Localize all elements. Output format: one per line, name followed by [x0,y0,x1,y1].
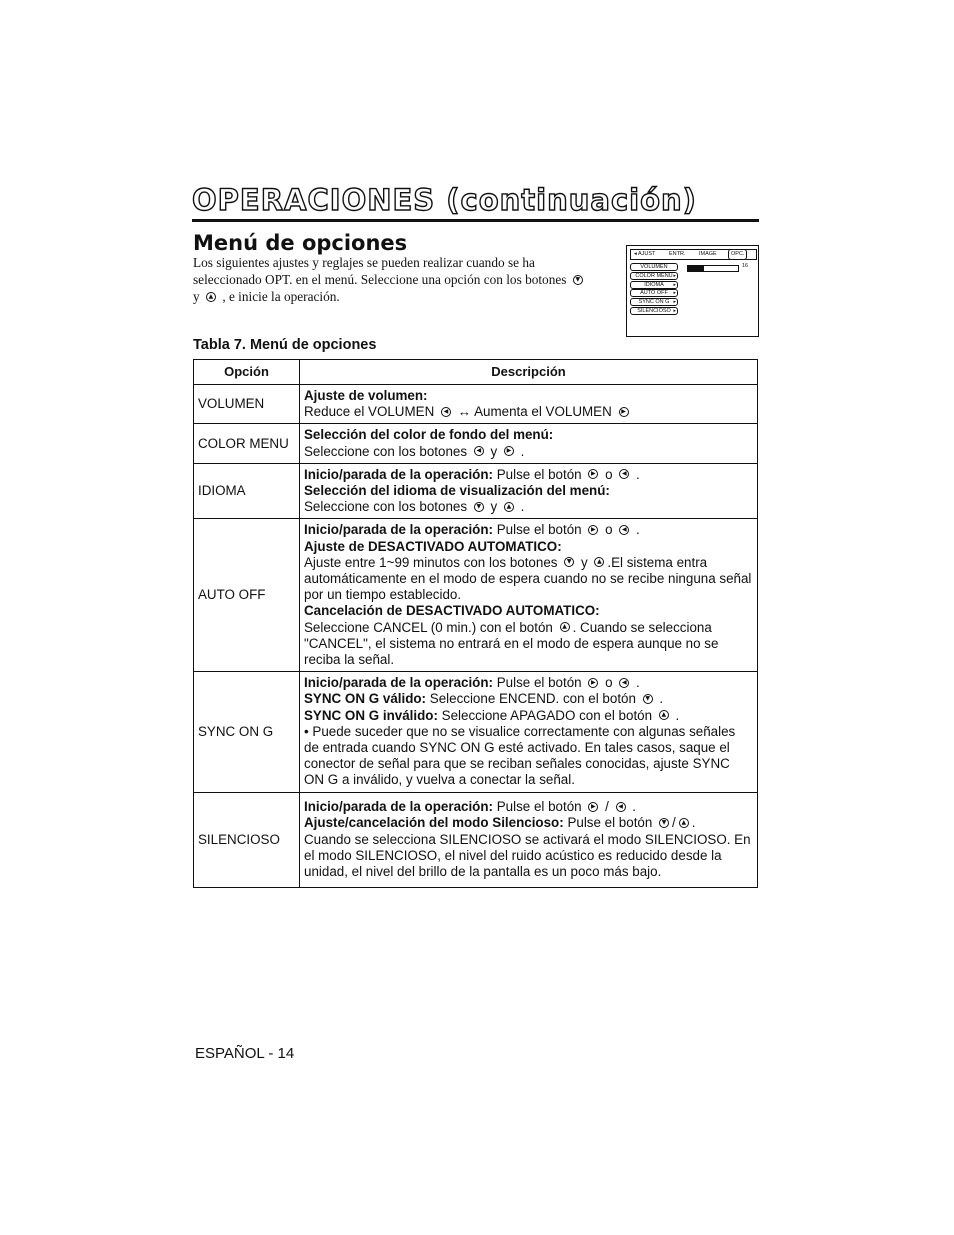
table-header-row [194,360,758,385]
osd-tab-entr: ENTR. [669,251,686,257]
arrow-right-icon: ▸ [673,290,676,297]
osd-tab-image: IMAGE [699,251,717,257]
option-cell: AUTO OFF [194,519,300,672]
button-right-icon: ▶ [619,407,629,417]
osd-item-list [630,263,678,316]
table-row [194,385,758,424]
osd-tab-bar [630,249,757,260]
osd-item-silencioso: SILENCIOSO ▸ [630,307,678,315]
column-header-description: Descripción [300,360,758,385]
arrow-right-icon: ▸ [673,281,676,288]
title-rule [192,219,759,222]
osd-item-idioma: IDIOMA ▸ [630,281,678,289]
description-cell: Selección del color de fondo del menú: Seleccione con los botones ◀ y ▶ . [300,424,758,463]
intro-paragraph [193,255,613,305]
table-caption: Tabla 7. Menú de opciones [193,337,377,353]
button-up-icon: ▲ [594,557,604,567]
osd-volume-bar [687,265,739,272]
option-cell: VOLUMEN [194,385,300,424]
osd-item-volumen: VOLUMEN [630,263,678,271]
button-down-icon: ▼ [659,818,669,828]
button-down-icon: ▼ [573,275,583,285]
osd-item-sync-on-g: SYNC ON G ▸ [630,298,678,306]
table-row [194,792,758,887]
button-up-icon: ▲ [206,292,216,302]
options-table [193,359,758,888]
osd-tab-opc: OPC. [728,249,747,260]
button-right-icon: ▶ [588,802,598,812]
arrow-right-icon: ▸ [673,299,676,306]
description-cell: Inicio/parada de la operación: Pulse el botón ▶ / ◀ . Ajuste/cancelación del modo Silencioso: Pulse el botón ▼ / ▲ . Cuando se selecciona SILENCIOSO se activará el modo SILENCIOSO. En el modo SILENCIOSO, el nivel del ruido acústico es reducido desde la unidad, el nivel del brillo de la pantalla es un poco más bajo. [300,792,758,887]
button-left-icon: ◀ [619,469,629,479]
button-left-icon: ◀ [441,407,451,417]
description-cell: Inicio/parada de la operación: Pulse el botón ▶ o ◀ . Ajuste de DESACTIVADO AUTOMATICO: Ajuste entre 1~99 minutos con los botones ▼ y ▲ .El sistema entra automáticamente en el modo de espera cuando no se recibe ninguna señal por un tiempo establecido. Cancelación de DESACTIVADO AUTOMATICO: Seleccione CANCEL (0 min.) con el botón ▲ . Cuando se selecciona "CANCEL", el sistema no entrará en el modo de espera aunque no se reciba la señal. [300,519,758,672]
table-row [194,463,758,519]
osd-volume-value: 16 [742,263,749,269]
table-row [194,519,758,672]
table-row [194,424,758,463]
table-row [194,672,758,792]
page-title: OPERACIONES (continuación) [192,183,697,217]
button-up-icon: ▲ [504,502,514,512]
osd-item-color-menu: COLOR MENU ▸ [630,272,678,280]
button-left-icon: ◀ [619,678,629,688]
option-cell: SILENCIOSO [194,792,300,887]
osd-volume-bar-fill [688,266,704,271]
intro-line-3b: , e inicie la operación. [222,288,340,304]
button-right-icon: ▶ [588,469,598,479]
button-down-icon: ▼ [564,557,574,567]
description-cell: Inicio/parada de la operación: Pulse el botón ▶ o ◀ . SYNC ON G válido: Seleccione ENCEND. con el botón ▼ . SYNC ON G inválido: Seleccione APAGADO con el botón ▲ . • Puede suceder que no se visualice correctamente con algunas señales de entrada cuando SYNC ON G esté activado. En tales casos, saque el conector de señal para que se reciban señales conocidas, ajuste SYNC ON G a inválido, y vuelva a conectar la señal. [300,672,758,792]
button-up-icon: ▲ [659,710,669,720]
intro-line-2: seleccionado OPT. en el menú. Seleccione una opción con los botones [193,271,567,287]
button-left-icon: ◀ [619,525,629,535]
button-down-icon: ▼ [474,502,484,512]
button-up-icon: ▲ [679,818,689,828]
button-up-icon: ▲ [560,622,570,632]
button-right-icon: ▶ [504,446,514,456]
option-cell: IDIOMA [194,463,300,519]
intro-line-1: Los siguientes ajustes y reglajes se pueden realizar cuando se ha [193,255,535,270]
arrow-right-icon: ▸ [673,307,676,314]
section-title: Menú de opciones [193,231,408,255]
button-left-icon: ◀ [616,802,626,812]
option-cell: COLOR MENU [194,424,300,463]
arrow-right-icon: ▸ [673,272,676,279]
osd-item-auto-off: AUTO OFF ▸ [630,289,678,297]
button-right-icon: ▶ [588,525,598,535]
description-cell: Ajuste de volumen: Reduce el VOLUMEN ◀ ↔ Aumenta el VOLUMEN ▶ [300,385,758,424]
description-cell: Inicio/parada de la operación: Pulse el botón ▶ o ◀ . Selección del idioma de visualización del menú: Seleccione con los botones ▼ y ▲ . [300,463,758,519]
button-right-icon: ▶ [588,678,598,688]
page-footer: ESPAÑOL - 14 [195,1045,295,1062]
osd-menu-illustration [626,245,759,337]
option-cell: SYNC ON G [194,672,300,792]
intro-line-3a: y [193,288,200,304]
osd-tab-ajust: ◂ AJUST [634,251,656,257]
double-arrow-icon: ↔ [457,404,472,420]
column-header-option: Opción [194,360,300,385]
button-left-icon: ◀ [474,446,484,456]
button-down-icon: ▼ [643,694,653,704]
